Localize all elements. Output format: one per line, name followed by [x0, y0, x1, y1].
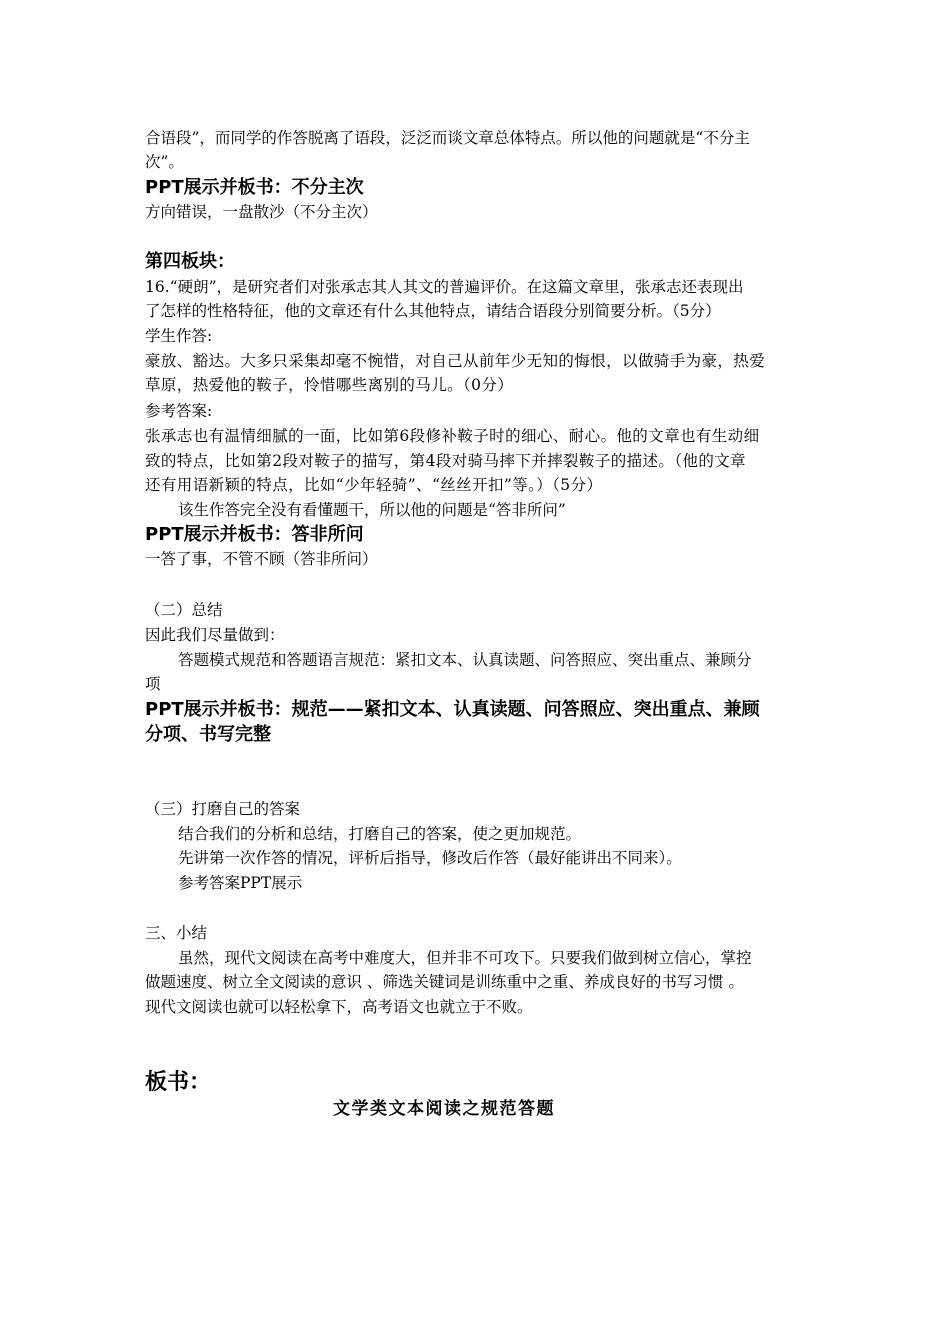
- label-line: 参考答案:: [145, 402, 213, 420]
- paragraph-line: 该生作答完全没有看懂题干，所以他的问题是“答非所问”: [178, 501, 566, 519]
- paragraph-line: 结合我们的分析和总结，打磨自己的答案，使之更加规范。: [178, 825, 582, 843]
- section-heading: 第四板块：: [145, 251, 235, 272]
- paragraph-line: 现代文阅读也就可以轻松拿下，高考语文也就立于不败。: [145, 998, 533, 1016]
- ppt-board-heading: PPT展示并板书：答非所问: [145, 524, 364, 545]
- paragraph-line: 合语段”，而同学的作答脱离了语段，泛泛而谈文章总体特点。所以他的问题就是“不分主: [145, 129, 750, 147]
- paragraph-line: 方向错误，一盘散沙（不分主次）: [145, 203, 378, 221]
- ppt-board-heading: 分项、书写完整: [145, 724, 271, 745]
- reference-answer-line: 张承志也有温情细腻的一面，比如第6段修补鞍子时的细心、耐心。他的文章也有生动细: [145, 427, 760, 445]
- paragraph-line: 一答了事，不管不顾（答非所问）: [145, 550, 378, 568]
- paragraph-line: 次”。: [145, 153, 184, 171]
- reference-answer-line: 致的特点，比如第2段对鞍子的描写，第4段对骑马摔下并摔裂鞍子的描述。（他的文章: [145, 452, 747, 470]
- student-answer-line: 豪放、豁达。大多只采集却毫不惋惜，对自己从前年少无知的悔恨，以做骑手为豪，热爱: [145, 352, 766, 370]
- subsection-heading: （三）打磨自己的答案: [145, 800, 301, 818]
- paragraph-line: 答题模式规范和答题语言规范：紧扣文本、认真读题、问答照应、突出重点、兼顾分: [178, 651, 752, 669]
- ppt-board-heading: PPT展示并板书：不分主次: [145, 177, 364, 198]
- paragraph-line: 虽然，现代文阅读在高考中难度大，但并非不可攻下。只要我们做到树立信心，掌控: [178, 949, 752, 967]
- question-line: 了怎样的性格特征，他的文章还有什么其他特点，请结合语段分别简要分析。（5分）: [145, 302, 721, 320]
- board-title: 文学类文本阅读之规范答题: [333, 1099, 555, 1119]
- paragraph-line: 做题速度、树立全文阅读的意识 、筛选关键词是训练重中之重、养成良好的书写习惯 。: [145, 973, 744, 991]
- question-line: 16.“硬朗”，是研究者们对张承志其人其文的普遍评价。在这篇文章里，张承志还表现出: [145, 278, 744, 296]
- label-line: 学生作答:: [145, 327, 213, 345]
- paragraph-line: 项: [145, 675, 161, 693]
- section-heading: 三、小结: [145, 924, 208, 942]
- paragraph-line: 参考答案PPT展示: [178, 874, 303, 892]
- paragraph-line: 先讲第一次作答的情况，评析后指导，修改后作答（最好能讲出不同来）。: [178, 849, 682, 867]
- student-answer-line: 草原，热爱他的鞍子，怜惜哪些离别的马儿。（0分）: [145, 376, 514, 394]
- subsection-heading: （二）总结: [145, 601, 223, 619]
- ppt-board-heading: PPT展示并板书：规范——紧扣文本、认真读题、问答照应、突出重点、兼顾: [145, 699, 760, 720]
- reference-answer-line: 还有用语新颖的特点，比如“少年轻骑”、“丝丝开扣”等。）（5分）: [145, 476, 603, 494]
- board-heading: 板书：: [145, 1070, 212, 1095]
- paragraph-line: 因此我们尽量做到：: [145, 626, 285, 644]
